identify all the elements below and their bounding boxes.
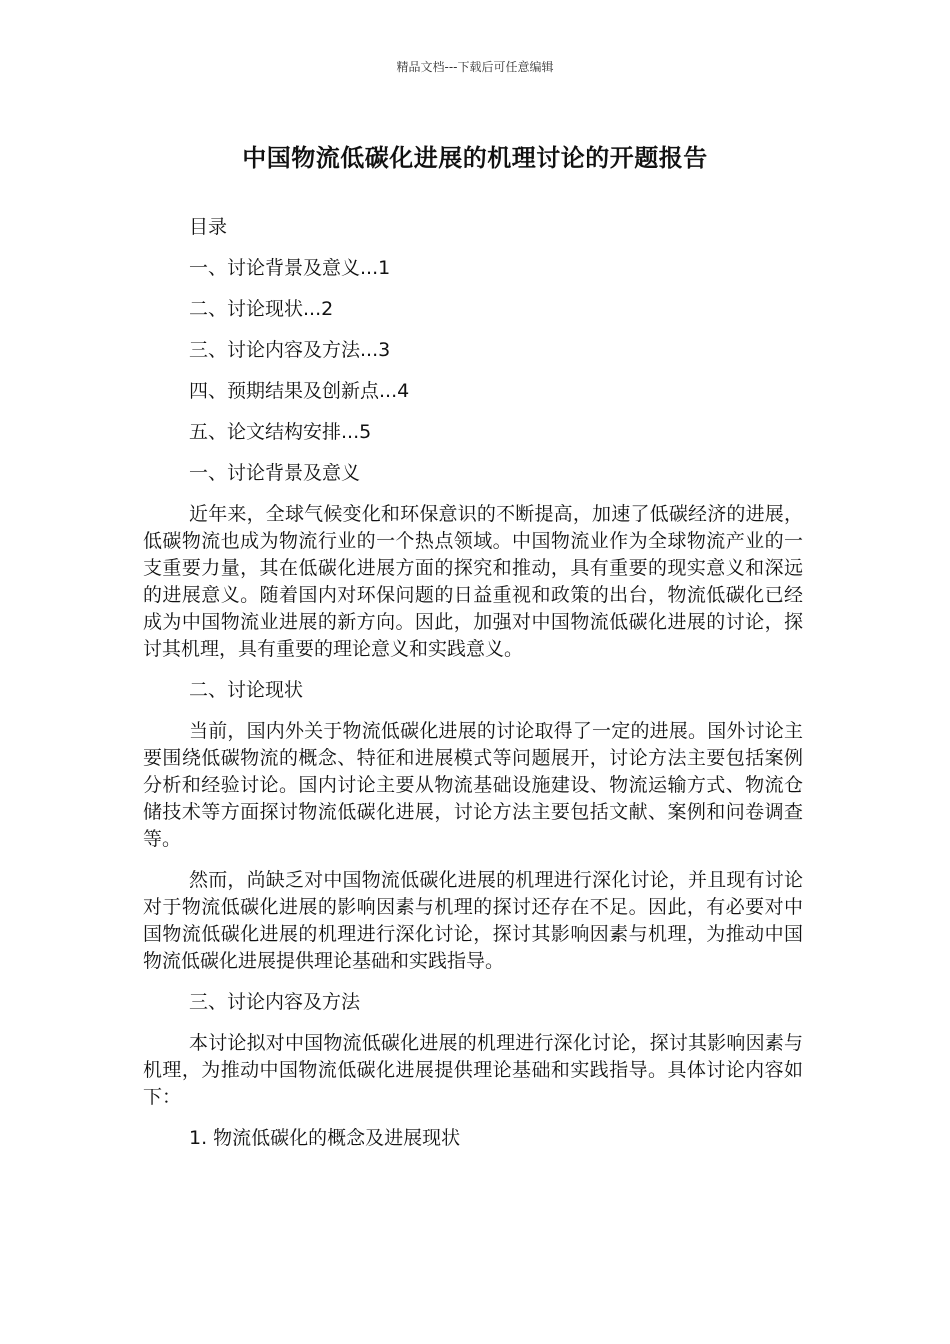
document-title: 中国物流低碳化进展的机理讨论的开题报告 [242,144,708,172]
paragraph: 当前，国内外关于物流低碳化进展的讨论取得了一定的进展。国外讨论主要围绕低碳物流的概念、特征和进展模式等问题展开，讨论方法主要包括案例分析和经验讨论。国内讨论主要从物流基础设施建设、物流运输方式、物流仓储技术等方面探讨物流低碳化进展，讨论方法主要包括文献、案例和问卷调查等。 [143,720,803,850]
toc-item: 二、讨论现状...2 [189,298,334,320]
toc-item: 五、论文结构安排...5 [189,421,372,443]
toc-item: 三、讨论内容及方法...3 [189,339,391,361]
paragraph: 然而，尚缺乏对中国物流低碳化进展的机理进行深化讨论，并且现有讨论对于物流低碳化进展的影响因素与机理的探讨还存在不足。因此，有必要对中国物流低碳化进展的机理进行深化讨论，探讨其影响因素与机理，为推动中国物流低碳化进展提供理论基础和实践指导。 [143,869,803,972]
document-body [143,214,803,1166]
section-heading: 一、讨论背景及意义 [189,462,361,484]
toc-item: 一、讨论背景及意义...1 [189,257,391,279]
list-item: 1. 物流低碳化的概念及进展现状 [189,1127,461,1149]
header-note: 精品文档---下载后可任意编辑 [396,60,554,74]
paragraph: 近年来，全球气候变化和环保意识的不断提高，加速了低碳经济的进展，低碳物流也成为物流行业的一个热点领域。中国物流业作为全球物流产业的一支重要力量，其在低碳化进展方面的探究和推动，具有重要的现实意义和深远的进展意义。随着国内对环保问题的日益重视和政策的出台，物流低碳化已经成为中国物流业进展的新方向。因此，加强对中国物流低碳化进展的讨论，探讨其机理，具有重要的理论意义和实践意义。 [143,503,803,660]
toc-item: 四、预期结果及创新点...4 [189,380,410,402]
section-heading: 二、讨论现状 [189,679,304,701]
section-heading: 三、讨论内容及方法 [189,991,361,1013]
toc-heading: 目录 [189,216,228,238]
paragraph: 本讨论拟对中国物流低碳化进展的机理进行深化讨论，探讨其影响因素与机理，为推动中国物流低碳化进展提供理论基础和实践指导。具体讨论内容如下： [143,1032,803,1108]
